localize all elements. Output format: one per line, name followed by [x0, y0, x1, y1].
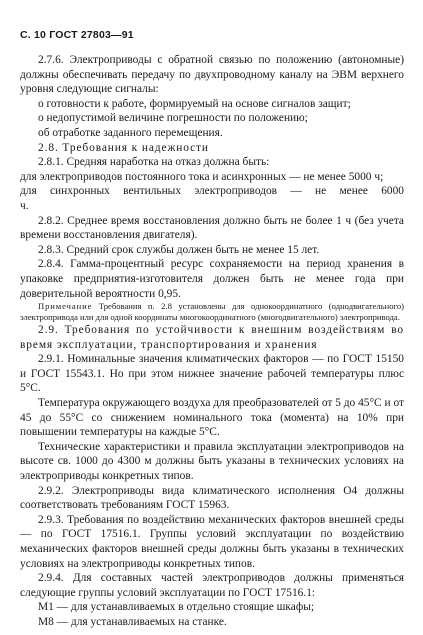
paragraph-2-9-2: 2.9.2. Электроприводы вида климатического исполнения О4 должны соответствовать требованиям ГОСТ 15963.	[20, 484, 404, 512]
signal-item-error: о недопустимой величине погрешности по положению;	[38, 112, 308, 125]
group-item-m1: М1 — для устанавливаемых в отдельно стоящие шкафы;	[38, 601, 315, 614]
paragraph-2-8-4: 2.8.4. Гамма-процентный ресурс сохраняемости на период хранения в упаковке предприятия-изготовителя должен быть не менее года при доверительной вероятности 0,95.	[20, 258, 404, 300]
paragraph-2-8-3: 2.8.3. Средний срок службы должен быть не менее 15 лет.	[38, 243, 320, 256]
group-item-m8: М8 — для устанавливаемых на станке.	[38, 615, 227, 628]
note-label: Примечание	[38, 301, 93, 312]
mtbf-item-sync: для синхронных вентильных электроприводов — не менее 6000 ч.	[20, 185, 404, 212]
paragraph-2-9-1-temperature: Температура окружающего воздуха для преобразователей от 5 до 45°С и от 45 до 55°С со снижением номинального тока (момента) на 10% при повышении температуры на каждые 5°С.	[20, 397, 404, 439]
signal-item-completion: об отработке заданного перемещения.	[38, 126, 223, 139]
paragraph-2-9-4: 2.9.4. Для составных частей электроприводов должны применяться следующие группы условий эксплуатации по ГОСТ 17516.1:	[20, 572, 404, 599]
section-heading-2-9: 2.9. Требования по устойчивости к внешним воздействиям во время эксплуатации, транспортирования и хранения	[20, 324, 404, 351]
page-header: С. 10 ГОСТ 27803—91	[20, 29, 134, 41]
signal-item-readiness: о готовности к работе, формируемый на основе сигналов защит;	[38, 97, 351, 110]
paragraph-2-9-1: 2.9.1. Номинальные значения климатических факторов — по ГОСТ 15150 и ГОСТ 15543.1. Но при этом нижнее значение рабочей температуры плюс 5°С.	[20, 353, 404, 395]
paragraph-2-9-3: 2.9.3. Требования по воздействию механических факторов внешней среды — по ГОСТ 17516.1. Группы условий эксплуатации по воздействию механических факторов внешней среды должны быть указаны в технических условиях на электроприводы конкретных типов.	[20, 513, 404, 570]
mtbf-item-dc-async: для электроприводов постоянного тока и асинхронных — не менее 5000 ч;	[20, 170, 384, 183]
note	[20, 301, 404, 323]
document-body	[20, 53, 404, 630]
section-heading-2-8: 2.8. Требования к надежности	[38, 141, 209, 154]
paragraph-2-9-1-altitude: Технические характеристики и правила эксплуатации электроприводов на высоте св. 1000 до 4300 м должны быть указаны в технических условиях на электроприводы конкретных типов.	[20, 440, 404, 483]
note-text: Требования п. 2.8 установлены для однокоординатного (однодвигательного) электропривода или для одной координаты многокоординатного (многодвигательного) электропривода.	[20, 301, 405, 323]
paragraph-2-8-2: 2.8.2. Среднее время восстановления должно быть не более 1 ч (без учета времени восстановления двигателя).	[20, 214, 404, 242]
paragraph-2-8-1: 2.8.1. Средняя наработка на отказ должна быть:	[38, 156, 270, 169]
paragraph-2-7-6: 2.7.6. Электроприводы с обратной связью по положению (автономные) должны обеспечивать передачу по двухпроводному каналу на ЭВМ верхнего уровня следующие сигналы:	[20, 54, 404, 96]
